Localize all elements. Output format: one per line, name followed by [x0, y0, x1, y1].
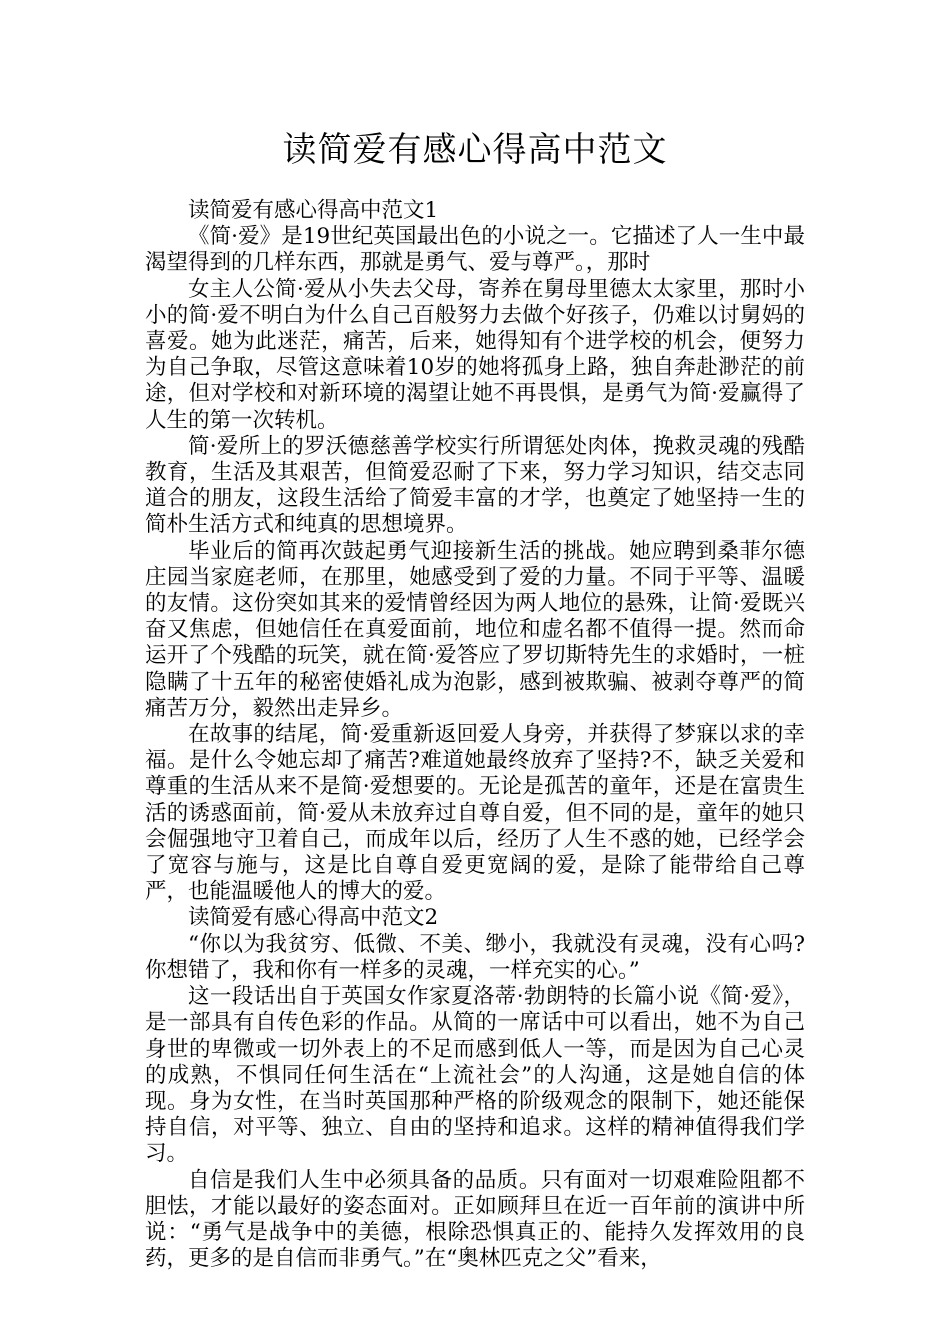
paragraph: 在故事的结尾，简·爱重新返回爱人身旁，并获得了梦寐以求的幸福。是什么令她忘却了痛苦?难道她最终放弃了坚持?不，缺乏关爱和尊重的生活从来不是简·爱想要的。无论是孤苦的童年，还是在富贵生活的诱惑面前，简·爱从未放弃过自尊自爱，但不同的是，童年的她只会倔强地守卫着自己，而成年以后，经历了人生不惑的她，已经学会了宽容与施与，这是比自尊自爱更宽阔的爱，是除了能带给自己尊严，也能温暖他人的博大的爱。	[145, 722, 805, 905]
paragraph: 简·爱所上的罗沃德慈善学校实行所谓惩处肉体，挽救灵魂的残酷教育，生活及其艰苦，但简爱忍耐了下来，努力学习知识，结交志同道合的朋友，这段生活给了简爱丰富的才学，也奠定了她坚持一生的简朴生活方式和纯真的思想境界。	[145, 433, 805, 538]
paragraph: 女主人公简·爱从小失去父母，寄养在舅母里德太太家里，那时小小的简·爱不明白为什么自己百般努力去做个好孩子，仍难以讨舅妈的喜爱。她为此迷茫，痛苦，后来，她得知有个进学校的机会，便努力为自己争取，尽管这意味着10岁的她将孤身上路，独自奔赴渺茫的前途，但对学校和对新环境的渴望让她不再畏惧，是勇气为简·爱赢得了人生的第一次转机。	[145, 276, 805, 433]
paragraph: 《简·爱》是19世纪英国最出色的小说之一。它描述了人一生中最渴望得到的几样东西，那就是勇气、爱与尊严。，那时	[145, 224, 805, 276]
paragraph: “你以为我贫穷、低微、不美、缈小，我就没有灵魂，没有心吗?你想错了，我和你有一样多的灵魂，一样充实的心。”	[145, 931, 805, 983]
paragraph: 自信是我们人生中必须具备的品质。只有面对一切艰难险阻都不胆怯，才能以最好的姿态面对。正如顾拜旦在近一百年前的演讲中所说：“勇气是战争中的美德，根除恐惧真正的、能持久发挥效用的良药，更多的是自信而非勇气。”在“奥林匹克之父”看来，	[145, 1167, 805, 1272]
document-body	[145, 198, 805, 1272]
section-heading-2: 读简爱有感心得高中范文2	[188, 905, 439, 931]
document-title: 读简爱有感心得高中范文	[282, 130, 668, 170]
paragraph: 这一段话出自于英国女作家夏洛蒂·勃朗特的长篇小说《简·爱》，是一部具有自传色彩的作品。从简的一席话中可以看出，她不为自己身世的卑微或一切外表上的不足而感到低人一等，而是因为自己心灵的成熟，不惧同任何生活在“上流社会”的人沟通，这是她自信的体现。身为女性，在当时英国那种严格的阶级观念的限制下，她还能保持自信，对平等、独立、自由的坚持和追求。这样的精神值得我们学习。	[145, 984, 805, 1167]
paragraph: 毕业后的简再次鼓起勇气迎接新生活的挑战。她应聘到桑菲尔德庄园当家庭老师，在那里，她感受到了爱的力量。不同于平等、温暖的友情。这份突如其来的爱情曾经因为两人地位的悬殊，让简·爱既兴奋又焦虑，但她信任在真爱面前，地位和虚名都不值得一提。然而命运开了个残酷的玩笑，就在简·爱答应了罗切斯特先生的求婚时，一桩隐瞒了十五年的秘密使婚礼成为泡影，感到被欺骗、被剥夺尊严的简痛苦万分，毅然出走异乡。	[145, 538, 805, 721]
section-heading-1: 读简爱有感心得高中范文1	[188, 198, 439, 223]
